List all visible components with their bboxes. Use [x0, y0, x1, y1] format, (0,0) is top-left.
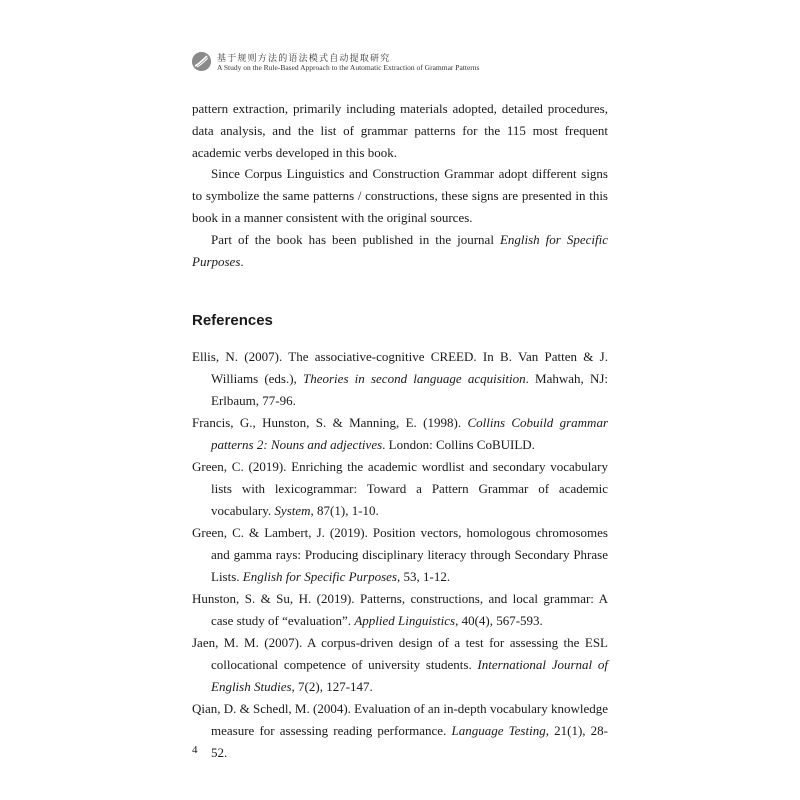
reference-entry: Francis, G., Hunston, S. & Manning, E. (1998). Collins Cobuild grammar patterns 2: Nouns and adjectives. London: Collins CoBUILD.: [192, 415, 608, 453]
page-body: [192, 98, 608, 764]
reference-entry: Green, C. & Lambert, J. (2019). Position vectors, homologous chromosomes and gamma rays: Producing disciplinary literacy through Secondary Phrase Lists. English for Specific Purposes, 53, 1-12.: [192, 525, 608, 584]
reference-entry: Jaen, M. M. (2007). A corpus-driven design of a test for assessing the ESL collocational competence of university students. International Journal of English Studies, 7(2), 127-147.: [192, 635, 608, 694]
reference-entry: Green, C. (2019). Enriching the academic wordlist and secondary vocabulary lists with lexicogrammar: Toward a Pattern Grammar of academic vocabulary. System, 87(1), 1-10.: [192, 459, 608, 518]
reference-entry: Hunston, S. & Su, H. (2019). Patterns, constructions, and local grammar: A case study of “evaluation”. Applied Linguistics, 40(4), 567-593.: [192, 591, 608, 628]
reference-entry: Qian, D. & Schedl, M. (2004). Evaluation of an in-depth vocabulary knowledge measure for assessing reading performance. Language Testing, 21(1), 28-52.: [192, 701, 608, 760]
header-title-english: A Study on the Rule-Based Approach to the Automatic Extraction of Grammar Patterns: [217, 63, 480, 72]
paragraph-2: Since Corpus Linguistics and Construction Grammar adopt different signs to symbolize the same patterns / constructions, these signs are presented in this book in a manner consistent with the original sources.: [192, 166, 608, 225]
paragraph-3: Part of the book has been published in the journal English for Specific Purposes.: [192, 231, 609, 269]
book-logo-icon: [192, 52, 211, 71]
paragraph-1: pattern extraction, primarily including materials adopted, detailed procedures, data analysis, and the list of grammar patterns for the 115 most frequent academic verbs developed in this book.: [192, 101, 608, 160]
reference-entry: Ellis, N. (2007). The associative-cognitive CREED. In B. Van Patten & J. Williams (eds.), Theories in second language acquisition. Mahwah, NJ: Erlbaum, 77-96.: [192, 349, 609, 408]
header-title-chinese: 基于规则方法的语法模式自动提取研究: [217, 53, 391, 63]
references-heading: References: [192, 312, 273, 330]
page-number: 4: [192, 744, 198, 756]
